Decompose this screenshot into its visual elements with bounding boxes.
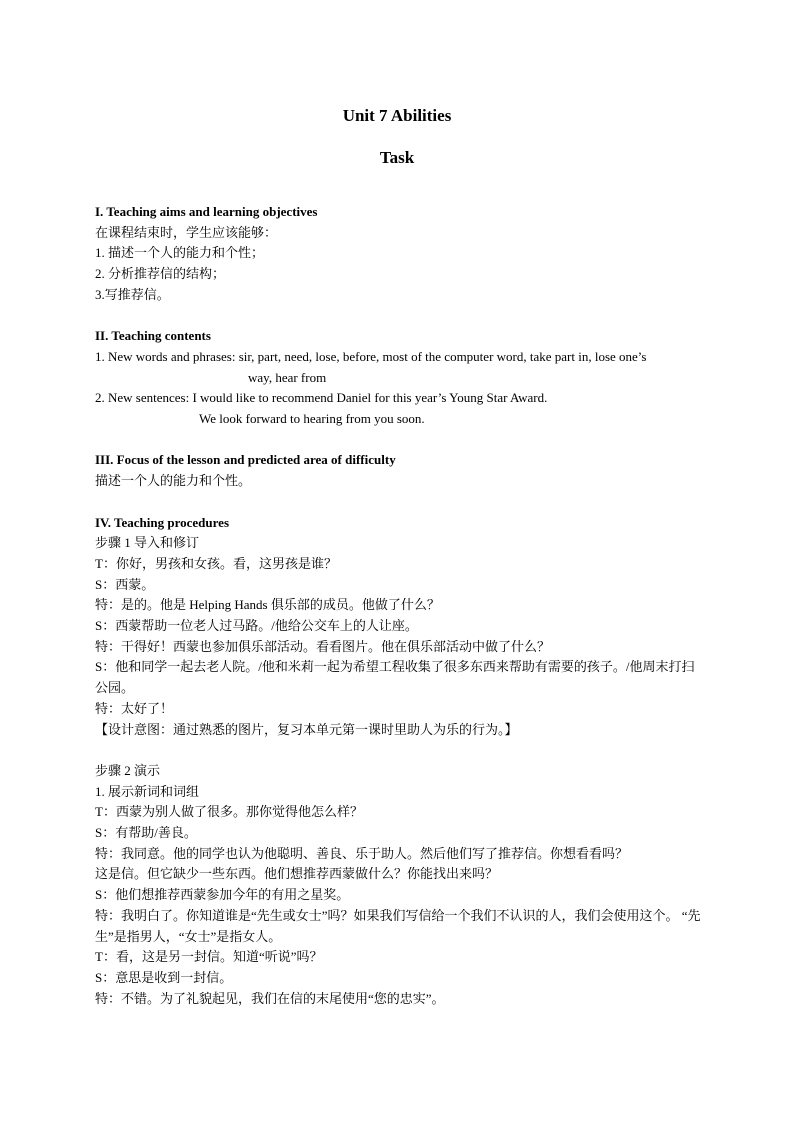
text-line: 1. New words and phrases: sir, part, need, lose, before, most of the computer word, take part in, lose one’s (95, 348, 647, 364)
text-line: 这是信。但它缺少一些东西。他们想推荐西蒙做什么？你能找出来吗？ (95, 866, 499, 882)
text-line: S：西蒙帮助一位老人过马路。/他给公交车上的人让座。 (95, 618, 418, 634)
document-subtitle: Task (379, 148, 415, 167)
text-line: 在课程结束时，学生应该能够： (95, 224, 278, 240)
document-title: Unit 7 Abilities (342, 106, 452, 125)
text-line: 【设计意图：通过熟悉的图片，复习本单元第一课时里助人为乐的行为。】 (95, 721, 518, 737)
spacer (95, 492, 707, 513)
text-line: 特：不错。为了礼貌起见，我们在信的末尾使用“您的忠实”。 (95, 990, 445, 1006)
text-line: way, hear from (248, 369, 327, 385)
text-line: 步骤 2 演示 (95, 762, 161, 778)
text-line: S：有帮助/善良。 (95, 825, 197, 841)
text-line: 描述一个人的能力和个性。 (95, 473, 252, 489)
text-line: 2. New sentences: I would like to recommend Daniel for this year’s Young Star Award. (95, 390, 548, 406)
text-line: T：西蒙为别人做了很多。那你觉得他怎么样？ (95, 804, 363, 820)
text-line: S：意思是收到一封信。 (95, 969, 233, 985)
section-heading-contents: II. Teaching contents (95, 328, 211, 344)
text-line: S：他们想推荐西蒙参加今年的有用之星奖。 (95, 887, 350, 903)
text-line: 步骤 1 导入和修订 (95, 535, 200, 551)
text-line: T：看，这是另一封信。知道“听说”吗？ (95, 949, 323, 965)
text-line: 3.写推荐信。 (95, 286, 170, 302)
text-line: 特：我同意。他的同学也认为他聪明、善良、乐于助人。然后他们写了推荐信。你想看看吗？ (95, 845, 629, 861)
text-line: 特：太好了！ (95, 700, 174, 716)
section-heading-procedures: IV. Teaching procedures (95, 514, 230, 530)
text-line: 2. 分析推荐信的结构； (95, 266, 226, 282)
text-line: We look forward to hearing from you soon. (199, 411, 425, 427)
document-body (95, 202, 707, 1009)
text-line: 1. 描述一个人的能力和个性； (95, 245, 265, 261)
text-line: T：你好，男孩和女孩。看，这男孩是谁？ (95, 555, 337, 571)
text-line: 特：是的。他是 Helping Hands 俱乐部的成员。他做了什么？ (95, 597, 440, 613)
spacer (95, 306, 707, 327)
section-heading-aims: I. Teaching aims and learning objectives (95, 204, 318, 219)
text-line: S：西蒙。 (95, 576, 155, 592)
spacer (95, 430, 707, 451)
text-line: S：他和同学一起去老人院。/他和米莉一起为希望工程收集了很多东西来帮助有需要的孩子。/他周末打扫公园。 (95, 659, 695, 696)
text-line: 特：我明白了。你知道谁是“先生或女士”吗？如果我们写信给一个我们不认识的人，我们会使用这个。 “先生”是指男人，“女士”是指女人。 (95, 907, 701, 944)
text-line: 1. 展示新词和词组 (95, 783, 200, 799)
text-line: 特：干得好！西蒙也参加俱乐部活动。看看图片。他在俱乐部活动中做了什么？ (95, 638, 551, 654)
spacer (95, 740, 707, 761)
section-heading-focus: III. Focus of the lesson and predicted area of difficulty (95, 452, 396, 468)
